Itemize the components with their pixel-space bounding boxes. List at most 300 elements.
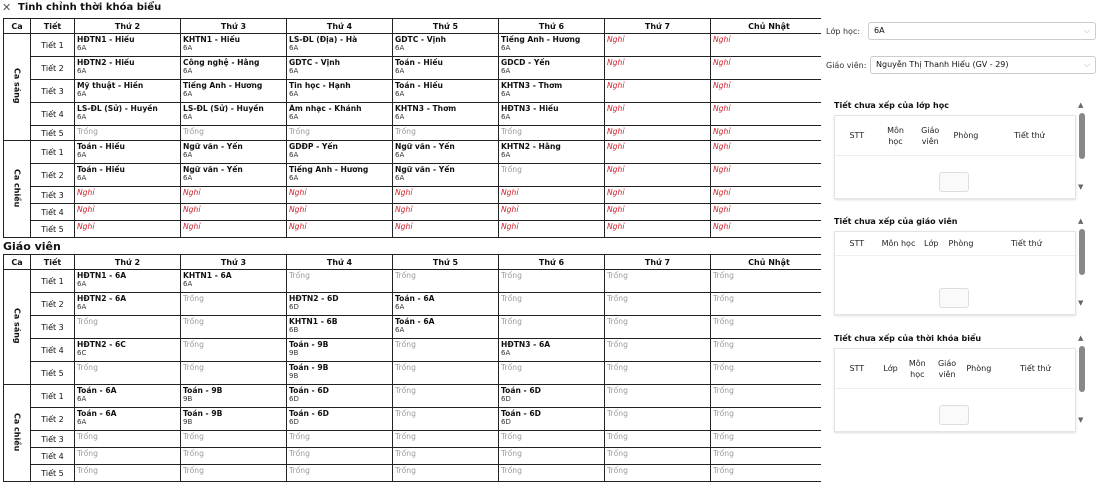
period-label: Tiết 3 (31, 80, 75, 103)
schedule-cell[interactable] (499, 408, 605, 431)
schedule-cell[interactable] (605, 270, 711, 293)
off-text: Nghỉ (607, 222, 625, 231)
subject-text: GDTC - Vịnh (395, 35, 447, 44)
subject-text: KHTN1 - Hiếu (183, 35, 241, 44)
scrollbar[interactable]: ▲ ▼ (1078, 101, 1084, 191)
teacher-select[interactable] (870, 56, 1096, 74)
schedule-cell[interactable] (287, 408, 393, 431)
empty-text: Trống (501, 317, 522, 326)
empty-box-icon (939, 405, 969, 425)
class-select-value: 6A (874, 26, 885, 35)
empty-text: Trống (289, 127, 310, 136)
panel-title: Tiết chưa xếp của lớp học (834, 101, 949, 110)
column-header[interactable]: STT (849, 364, 865, 373)
day-header: Thứ 6 (499, 19, 605, 34)
schedule-cell[interactable] (75, 316, 181, 339)
schedule-cell[interactable] (711, 80, 822, 103)
schedule-cell[interactable] (605, 80, 711, 103)
schedule-cell[interactable] (287, 141, 393, 164)
class-text: 6A (77, 44, 87, 52)
schedule-cell[interactable] (499, 362, 605, 385)
table-row (4, 126, 822, 141)
schedule-cell[interactable] (393, 465, 499, 482)
schedule-cell[interactable] (605, 57, 711, 80)
schedule-cell[interactable] (711, 362, 822, 385)
schedule-cell[interactable] (75, 57, 181, 80)
class-text: 6D (501, 395, 511, 403)
schedule-cell[interactable] (499, 103, 605, 126)
day-header: Thứ 3 (181, 19, 287, 34)
schedule-cell[interactable] (711, 103, 822, 126)
chevron-down-icon: ⌵ (1083, 60, 1090, 69)
schedule-cell[interactable] (605, 103, 711, 126)
empty-text: Trống (289, 432, 310, 441)
teacher-section-title: Giáo viên (3, 240, 61, 253)
subject-text: HĐTN2 - Hiếu (77, 58, 135, 67)
class-text: 6A (183, 280, 193, 288)
empty-text: Trống (713, 340, 734, 349)
schedule-cell[interactable] (287, 204, 393, 221)
schedule-cell[interactable] (393, 204, 499, 221)
schedule-cell[interactable] (393, 221, 499, 238)
schedule-cell[interactable] (499, 465, 605, 482)
class-text: 6A (395, 113, 405, 121)
schedule-cell[interactable] (393, 316, 499, 339)
subject-text: Mỹ thuật - Hiền (77, 81, 144, 90)
empty-text: Trống (395, 340, 416, 349)
schedule-cell[interactable] (393, 164, 499, 187)
schedule-cell[interactable] (75, 141, 181, 164)
schedule-cell[interactable] (287, 465, 393, 482)
schedule-cell[interactable] (181, 316, 287, 339)
schedule-cell[interactable] (499, 141, 605, 164)
session-cell (4, 141, 31, 238)
off-text: Nghỉ (713, 205, 731, 214)
class-text: 6A (289, 44, 299, 52)
class-text: 9B (289, 372, 299, 380)
schedule-cell[interactable] (181, 385, 287, 408)
session-cell (4, 270, 31, 385)
column-header[interactable]: Phòng (966, 364, 992, 373)
class-text: 6A (395, 303, 405, 311)
schedule-cell[interactable] (75, 293, 181, 316)
off-text: Nghỉ (77, 188, 95, 197)
schedule-cell[interactable] (499, 448, 605, 465)
day-header: Thứ 4 (287, 19, 393, 34)
schedule-cell[interactable] (287, 126, 393, 141)
subject-text: LS-ĐL (Sử) - Huyền (183, 104, 264, 113)
chevron-down-icon: ⌵ (1083, 26, 1090, 35)
schedule-cell[interactable] (393, 80, 499, 103)
empty-text: Trống (183, 432, 204, 441)
day-header: Thứ 7 (605, 19, 711, 34)
schedule-cell[interactable] (499, 57, 605, 80)
empty-text: Trống (501, 363, 522, 372)
period-label: Tiết 5 (31, 221, 75, 238)
schedule-cell[interactable] (499, 221, 605, 238)
empty-text: Trống (77, 317, 98, 326)
schedule-cell[interactable] (287, 293, 393, 316)
subject-text: Toán - Hiếu (77, 142, 125, 151)
schedule-cell[interactable] (605, 204, 711, 221)
subject-text: Ngữ văn - Yến (183, 165, 243, 174)
schedule-cell[interactable] (75, 103, 181, 126)
empty-text: Trống (713, 432, 734, 441)
empty-text: Trống (607, 317, 628, 326)
off-text: Nghỉ (289, 222, 307, 231)
schedule-cell[interactable] (711, 221, 822, 238)
close-icon[interactable]: ✕ (2, 1, 12, 14)
schedule-cell[interactable] (75, 431, 181, 448)
schedule-cell[interactable] (75, 339, 181, 362)
schedule-cell[interactable] (499, 204, 605, 221)
schedule-cell[interactable] (181, 80, 287, 103)
column-header[interactable]: Lớp (883, 364, 898, 373)
off-text: Nghỉ (713, 35, 731, 44)
session-label: Ca chiều (12, 412, 22, 452)
class-text: 6A (289, 90, 299, 98)
schedule-cell[interactable] (605, 34, 711, 57)
class-select[interactable] (868, 22, 1096, 40)
off-text: Nghỉ (713, 127, 731, 136)
off-text: Nghỉ (289, 205, 307, 214)
class-text: 6A (183, 174, 193, 182)
schedule-cell[interactable] (393, 339, 499, 362)
period-label: Tiết 1 (31, 385, 75, 408)
off-text: Nghỉ (183, 205, 201, 214)
grid-header (835, 232, 1075, 256)
schedule-cell[interactable] (605, 187, 711, 204)
window-title: Tinh chỉnh thời khóa biểu (18, 2, 162, 13)
schedule-cell[interactable] (181, 103, 287, 126)
table-row (4, 448, 822, 465)
session-label: Ca chiều (12, 168, 22, 208)
schedule-cell[interactable] (393, 103, 499, 126)
empty-text: Trống (501, 449, 522, 458)
column-header[interactable]: Tiết thứ (1019, 364, 1051, 373)
schedule-cell[interactable] (393, 431, 499, 448)
subject-text: HĐTN2 - 6D (289, 294, 339, 303)
schedule-cell[interactable] (181, 126, 287, 141)
schedule-cell[interactable] (711, 164, 822, 187)
schedule-cell[interactable] (393, 408, 499, 431)
subject-text: GDĐP - Yến (289, 142, 338, 151)
schedule-cell[interactable] (75, 448, 181, 465)
schedule-cell[interactable] (181, 431, 287, 448)
schedule-cell[interactable] (75, 187, 181, 204)
schedule-cell[interactable] (499, 316, 605, 339)
schedule-cell[interactable] (605, 431, 711, 448)
empty-text: Trống (77, 466, 98, 475)
class-text: 6A (183, 44, 193, 52)
subject-text: Toán - 6A (395, 317, 435, 326)
schedule-cell[interactable] (75, 80, 181, 103)
schedule-cell[interactable] (711, 316, 822, 339)
schedule-cell[interactable] (605, 408, 711, 431)
class-text: 6A (501, 67, 511, 75)
scrollbar[interactable]: ▲ ▼ (1078, 217, 1084, 307)
off-text: Nghỉ (607, 81, 625, 90)
schedule-cell[interactable] (287, 448, 393, 465)
class-text: 6A (395, 67, 405, 75)
class-text: 6A (77, 67, 87, 75)
schedule-cell[interactable] (75, 221, 181, 238)
timetable-unscheduled-grid (834, 348, 1076, 432)
schedule-cell[interactable] (605, 465, 711, 482)
schedule-cell[interactable] (181, 465, 287, 482)
empty-text: Trống (607, 294, 628, 303)
subject-text: Toán - 9B (289, 363, 329, 372)
empty-text: Trống (183, 340, 204, 349)
off-text: Nghỉ (607, 142, 625, 151)
schedule-cell[interactable] (181, 57, 287, 80)
schedule-cell[interactable] (181, 204, 287, 221)
schedule-cell[interactable] (287, 103, 393, 126)
column-header[interactable]: Giáo viên (921, 125, 940, 146)
column-header[interactable]: Tiết thứ (1014, 131, 1045, 140)
column-header[interactable]: Môn học (887, 125, 904, 146)
schedule-cell[interactable] (499, 34, 605, 57)
schedule-cell[interactable] (711, 431, 822, 448)
schedule-cell[interactable] (711, 339, 822, 362)
off-text: Nghỉ (395, 188, 413, 197)
class-text: 6D (289, 395, 299, 403)
schedule-cell[interactable] (287, 362, 393, 385)
schedule-cell[interactable] (499, 80, 605, 103)
schedule-cell[interactable] (287, 164, 393, 187)
empty-text: Trống (501, 432, 522, 441)
schedule-cell[interactable] (499, 339, 605, 362)
schedule-cell[interactable] (75, 465, 181, 482)
schedule-cell[interactable] (605, 448, 711, 465)
subject-text: HĐTN2 - 6A (77, 294, 127, 303)
empty-text: Trống (77, 127, 98, 136)
schedule-cell[interactable] (711, 448, 822, 465)
day-header: Thứ 7 (605, 255, 711, 270)
subject-text: KHTN3 - Thơm (501, 81, 563, 90)
schedule-cell[interactable] (393, 293, 499, 316)
schedule-cell[interactable] (181, 141, 287, 164)
column-header[interactable]: STT (849, 239, 865, 248)
schedule-cell[interactable] (605, 362, 711, 385)
off-text: Nghỉ (395, 222, 413, 231)
schedule-cell[interactable] (499, 431, 605, 448)
subject-text: KHTN2 - Hằng (501, 142, 561, 151)
off-text: Nghỉ (289, 188, 307, 197)
schedule-cell[interactable] (711, 141, 822, 164)
schedule-cell[interactable] (393, 126, 499, 141)
class-unscheduled-panel (834, 101, 1096, 201)
empty-text: Trống (395, 466, 416, 475)
column-header[interactable]: Lớp (923, 239, 939, 248)
column-header[interactable]: Môn học (908, 358, 926, 379)
schedule-cell[interactable] (499, 126, 605, 141)
schedule-cell[interactable] (287, 80, 393, 103)
schedule-cell[interactable] (393, 34, 499, 57)
class-text: 6A (77, 90, 87, 98)
schedule-cell[interactable] (499, 187, 605, 204)
grid-header (835, 349, 1075, 389)
schedule-cell[interactable] (181, 448, 287, 465)
schedule-cell[interactable] (393, 187, 499, 204)
empty-text: Trống (501, 294, 522, 303)
header-row (4, 19, 822, 34)
schedule-cell[interactable] (711, 57, 822, 80)
column-header[interactable]: Phòng (953, 131, 979, 140)
class-unscheduled-grid (834, 115, 1076, 199)
schedule-cell[interactable] (287, 431, 393, 448)
schedule-cell[interactable] (605, 221, 711, 238)
schedule-cell[interactable] (711, 204, 822, 221)
off-text: Nghỉ (607, 205, 625, 214)
class-text: 6A (183, 67, 193, 75)
schedule-cell[interactable] (711, 34, 822, 57)
period-label: Tiết 2 (31, 408, 75, 431)
schedule-cell[interactable] (711, 270, 822, 293)
schedule-cell[interactable] (181, 362, 287, 385)
schedule-cell[interactable] (605, 316, 711, 339)
schedule-cell[interactable] (287, 339, 393, 362)
table-row (4, 385, 822, 408)
schedule-cell[interactable] (499, 164, 605, 187)
tiet-header: Tiết (31, 19, 75, 34)
schedule-cell[interactable] (75, 34, 181, 57)
schedule-cell[interactable] (711, 408, 822, 431)
schedule-cell[interactable] (75, 385, 181, 408)
empty-text: Trống (395, 127, 416, 136)
panel-title: Tiết chưa xếp của thời khóa biểu (834, 334, 982, 343)
class-text: 6B (289, 326, 299, 334)
subject-text: Toán - 6D (501, 386, 541, 395)
period-label: Tiết 1 (31, 270, 75, 293)
table-row (4, 164, 822, 187)
empty-box-icon (939, 172, 969, 192)
column-header[interactable]: Giáo viên (937, 358, 957, 379)
schedule-cell[interactable] (181, 164, 287, 187)
table-row (4, 408, 822, 431)
class-text: 6A (183, 113, 193, 121)
schedule-cell[interactable] (75, 408, 181, 431)
subject-text: KHTN1 - 6B (289, 317, 338, 326)
schedule-cell[interactable] (287, 316, 393, 339)
empty-text: Trống (289, 466, 310, 475)
period-label: Tiết 3 (31, 316, 75, 339)
class-filter-label: Lớp học: (826, 27, 861, 36)
schedule-cell[interactable] (181, 187, 287, 204)
table-row (4, 141, 822, 164)
column-header[interactable]: Tiết thứ (1011, 239, 1042, 248)
day-header: Thứ 4 (287, 255, 393, 270)
schedule-cell[interactable] (75, 362, 181, 385)
column-header[interactable]: Môn học (881, 239, 916, 248)
off-text: Nghỉ (713, 58, 731, 67)
class-text: 6A (77, 174, 87, 182)
schedule-cell[interactable] (393, 57, 499, 80)
off-text: Nghỉ (501, 222, 519, 231)
schedule-cell[interactable] (393, 448, 499, 465)
subject-text: HĐTN3 - 6A (501, 340, 551, 349)
schedule-cell[interactable] (393, 385, 499, 408)
table-row (4, 293, 822, 316)
subject-text: Tiếng Anh - Hương (289, 165, 369, 174)
schedule-cell[interactable] (711, 385, 822, 408)
schedule-cell[interactable] (605, 293, 711, 316)
schedule-cell[interactable] (181, 339, 287, 362)
column-header[interactable]: STT (849, 131, 865, 140)
schedule-cell[interactable] (499, 293, 605, 316)
off-text: Nghỉ (183, 222, 201, 231)
session-label: Ca sáng (12, 308, 22, 344)
schedule-cell[interactable] (75, 204, 181, 221)
schedule-cell[interactable] (287, 221, 393, 238)
schedule-cell[interactable] (393, 270, 499, 293)
schedule-cell[interactable] (711, 126, 822, 141)
empty-text: Trống (607, 432, 628, 441)
subject-text: LS-ĐL (Địa) - Hà (289, 35, 358, 44)
column-header[interactable]: Phòng (948, 239, 974, 248)
class-text: 6A (395, 174, 405, 182)
schedule-cell[interactable] (393, 362, 499, 385)
class-text: 9B (183, 418, 193, 426)
schedule-cell[interactable] (287, 57, 393, 80)
schedule-cell[interactable] (75, 126, 181, 141)
class-text: 6A (501, 151, 511, 159)
schedule-cell[interactable] (711, 187, 822, 204)
teacher-filter (826, 56, 1096, 74)
schedule-cell[interactable] (287, 187, 393, 204)
schedule-cell[interactable] (499, 385, 605, 408)
subject-text: Toán - 6D (289, 409, 329, 418)
schedule-cell[interactable] (711, 293, 822, 316)
empty-text: Trống (607, 271, 628, 280)
subject-text: HĐTN1 - Hiếu (77, 35, 135, 44)
off-text: Nghỉ (713, 222, 731, 231)
empty-text: Trống (395, 432, 416, 441)
schedule-cell[interactable] (181, 293, 287, 316)
day-header: Thứ 5 (393, 255, 499, 270)
schedule-cell[interactable] (181, 408, 287, 431)
schedule-cell[interactable] (499, 270, 605, 293)
scrollbar[interactable]: ▲ ▼ (1078, 334, 1084, 424)
schedule-cell[interactable] (605, 385, 711, 408)
period-label: Tiết 2 (31, 57, 75, 80)
table-row (4, 103, 822, 126)
schedule-cell[interactable] (711, 465, 822, 482)
schedule-cell[interactable] (287, 385, 393, 408)
off-text: Nghỉ (395, 205, 413, 214)
subject-text: Toán - 6A (395, 294, 435, 303)
schedule-cell[interactable] (287, 34, 393, 57)
table-row (4, 431, 822, 448)
schedule-cell[interactable] (75, 164, 181, 187)
schedule-cell[interactable] (605, 339, 711, 362)
schedule-cell[interactable] (393, 141, 499, 164)
schedule-cell[interactable] (605, 164, 711, 187)
empty-text: Trống (713, 317, 734, 326)
schedule-cell[interactable] (605, 141, 711, 164)
subject-text: Ngữ văn - Yến (395, 165, 455, 174)
class-text: 6A (289, 67, 299, 75)
empty-text: Trống (713, 363, 734, 372)
off-text: Nghỉ (713, 104, 731, 113)
day-header: Thứ 2 (75, 19, 181, 34)
schedule-cell[interactable] (287, 270, 393, 293)
schedule-cell[interactable] (75, 270, 181, 293)
schedule-cell[interactable] (181, 34, 287, 57)
schedule-cell[interactable] (605, 126, 711, 141)
schedule-cell[interactable] (181, 270, 287, 293)
schedule-cell[interactable] (181, 221, 287, 238)
